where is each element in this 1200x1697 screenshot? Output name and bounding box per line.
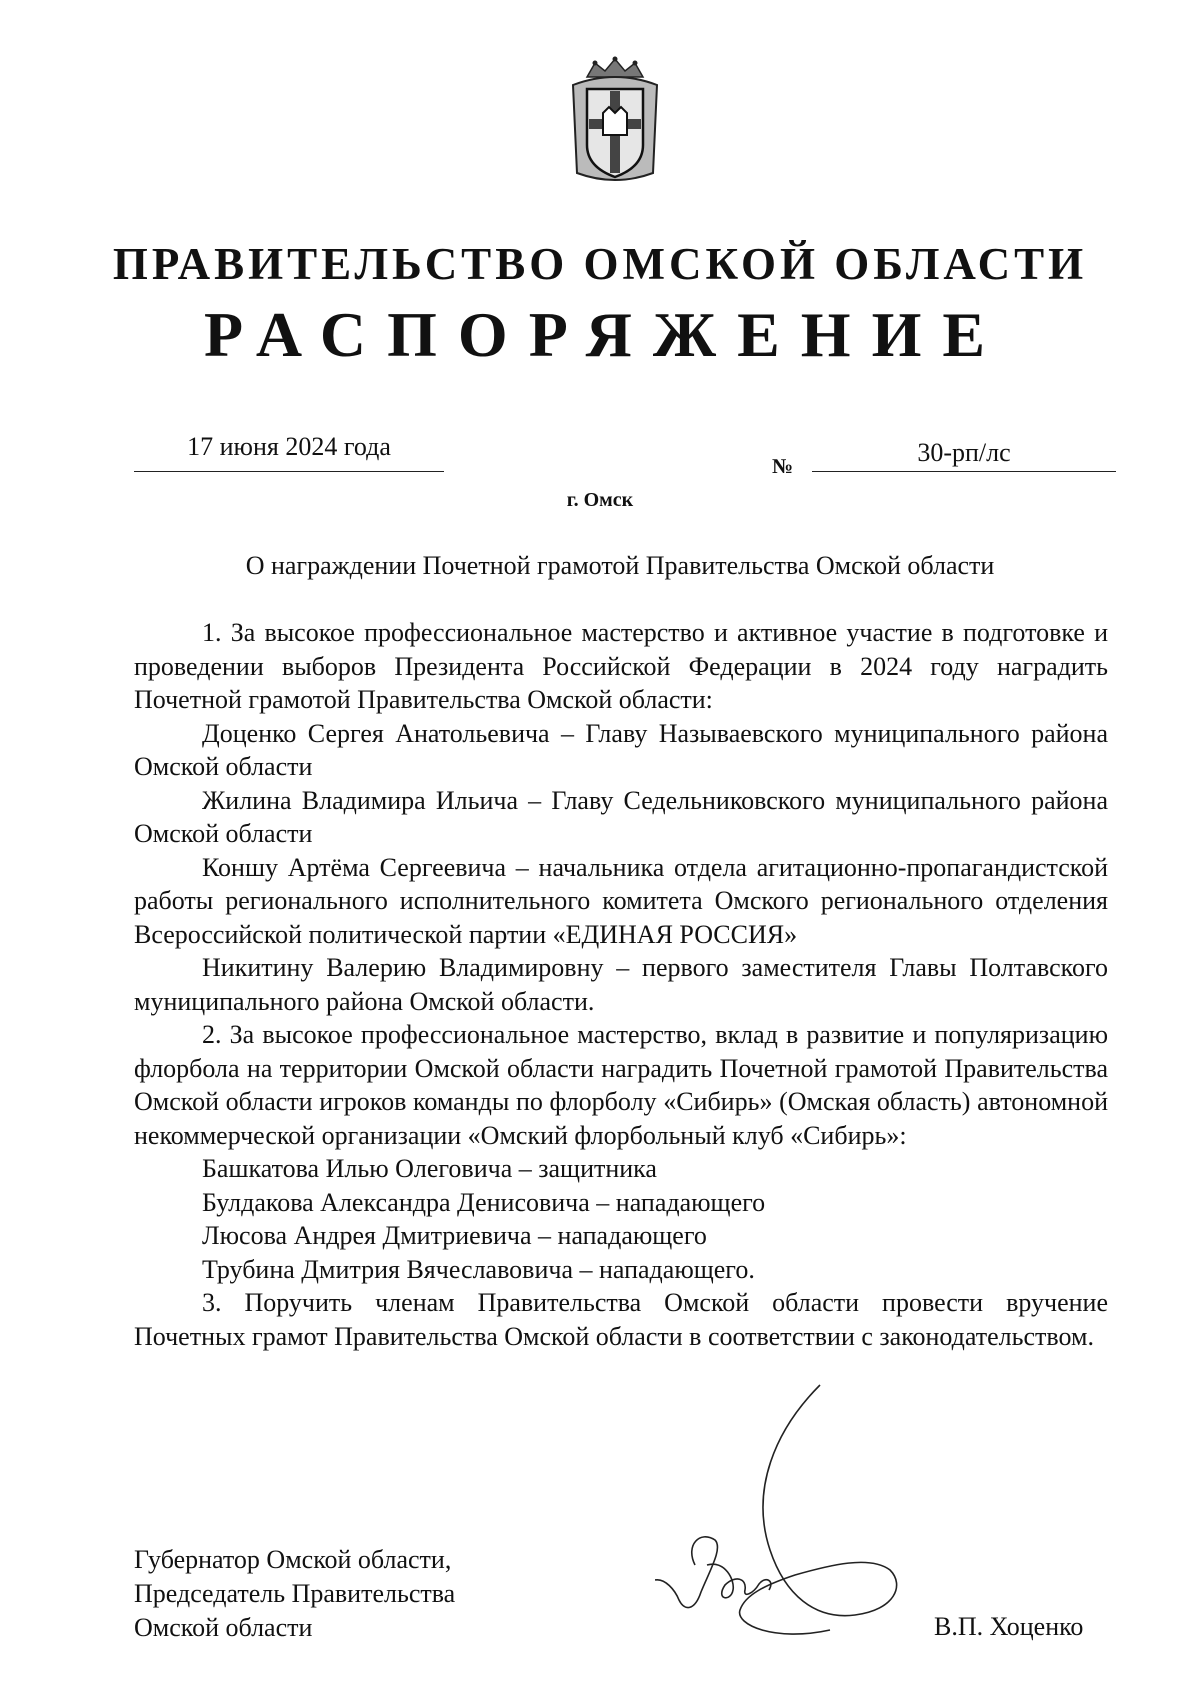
number-sign: № xyxy=(772,454,794,478)
organization-name: ПРАВИТЕЛЬСТВО ОМСКОЙ ОБЛАСТИ xyxy=(112,239,1088,289)
paragraph-3: 3. Поручить членам Правительства Омской области провести вручение Почетных грамот Правительства Омской области в соответствии с законодательством. xyxy=(134,1288,1108,1351)
signatory-name: В.П. Хоценко xyxy=(934,1612,1084,1641)
document-subject: О награждении Почетной грамотой Правительства Омской области xyxy=(245,551,995,580)
player-item: Люсова Андрея Дмитриевича – нападающего xyxy=(202,1221,707,1250)
awardee-item: Доценко Сергея Анатольевича – Главу Называевского муниципального района Омской области xyxy=(134,718,1108,781)
player-item: Булдакова Александра Денисовича – нападающего xyxy=(202,1187,766,1217)
document-type: РАСПОРЯЖЕНИЕ xyxy=(203,299,1007,370)
signatory-title-line: Губернатор Омской области, xyxy=(134,1545,452,1574)
document-number: 30-рп/лс xyxy=(917,438,1011,467)
number-underline xyxy=(812,471,1116,472)
document-date: 17 июня 2024 года xyxy=(187,432,391,461)
document-body xyxy=(134,616,1108,1353)
player-item: Башкатова Илью Олеговича – защитника xyxy=(202,1154,657,1183)
awardee-item: Коншу Артёма Сергеевича – начальника отдела агитационно-пропагандистской работы регионального исполнительного комитета Омского регионального отделения Всероссийской политической партии «ЕДИНАЯ РОССИЯ» xyxy=(134,852,1108,949)
paragraph-2: 2. За высокое профессиональное мастерство, вклад в развитие и популяризацию флорбола на территории Омской области наградить Почетной грамотой Правительства Омской области игроков команды по флорболу «Сибирь» (Омская область) автономной некоммерческой организации «Омский флорбольный клуб «Сибирь»: xyxy=(134,1020,1108,1150)
signatory-title-line: Омской области xyxy=(134,1613,313,1642)
signatory-title xyxy=(134,1543,455,1645)
awardee-item: Жилина Владимира Ильича – Главу Седельниковского муниципального района Омской области xyxy=(134,785,1108,848)
awardee-item: Никитину Валерию Владимировну – первого заместителя Главы Полтавского муниципального района Омской области. xyxy=(134,953,1108,1016)
city: г. Омск xyxy=(566,489,634,511)
paragraph-1: 1. За высокое профессиональное мастерство и активное участие в подготовке и проведении выборов Президента Российской Федерации в 2024 году наградить Почетной грамотой Правительства Омской области: xyxy=(134,618,1108,714)
coat-of-arms-emblem xyxy=(565,55,665,190)
signatory-title-line: Председатель Правительства xyxy=(134,1579,456,1608)
date-underline xyxy=(134,471,444,472)
player-item: Трубина Дмитрия Вячеславовича – нападающего. xyxy=(202,1254,755,1284)
